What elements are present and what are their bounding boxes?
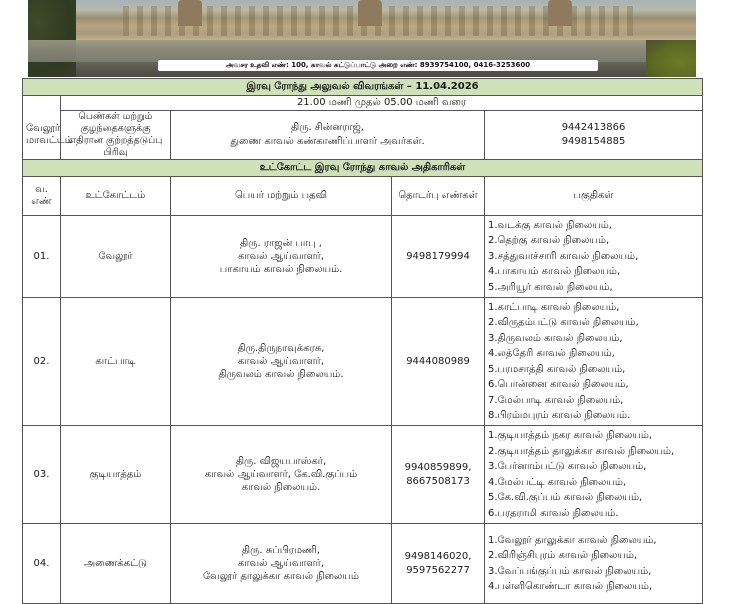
row-phone xyxy=(392,216,485,298)
patrol-table xyxy=(22,78,703,604)
tree-silhouette-left xyxy=(28,0,76,77)
officer-station: பாகாயம் காவல் நிலையம். xyxy=(219,264,343,275)
moat-water xyxy=(28,40,696,62)
officer-designation: காவல் ஆய்வாளர், xyxy=(237,251,325,262)
time-range: 21.00 மணி முதல் 05.00 மணி வரை xyxy=(61,96,703,111)
area-item: 3.பேர்னாம்பட்டு காவல் நிலையம், xyxy=(488,461,647,472)
table-row xyxy=(23,524,703,604)
table-row xyxy=(23,426,703,524)
area-item: 8.பிரம்மபுரம் காவல் நிலையம். xyxy=(488,410,631,421)
officer-station: திருவலம் காவல் நிலையம். xyxy=(218,369,344,380)
fort-banner-image xyxy=(28,0,696,77)
phone-number: 9444080989 xyxy=(406,355,470,367)
col-header-subdivision: உட்கோட்டம் xyxy=(61,177,171,216)
area-item: 5.பரமசாத்தி காவல் நிலையம், xyxy=(488,363,626,375)
area-item: 6.பொன்னை காவல் நிலையம், xyxy=(488,379,629,390)
tree-silhouette-right xyxy=(646,40,696,77)
area-item: 2.விருதம்பட்டு காவல் நிலையம், xyxy=(488,317,639,328)
fort-tower xyxy=(358,0,382,26)
district-cell-top xyxy=(23,96,61,111)
officer-designation: துணை காவல் கண்காணிப்பாளர் அவர்கள். xyxy=(230,136,425,147)
report-title: இரவு ரோந்து அலுவல் விவரங்கள் – 11.04.2026 xyxy=(23,79,703,96)
area-item: 1.வேலூர் தாலுக்கா காவல் நிலையம், xyxy=(488,534,657,546)
row-officer xyxy=(171,524,392,604)
col-header-contact: தொடர்பு எண்கள் xyxy=(392,177,485,216)
row-phone xyxy=(392,524,485,604)
officer-name: திரு. விஜயபாஸ்கர், xyxy=(235,456,327,467)
area-item: 7.மேல்பாடி காவல் நிலையம், xyxy=(488,394,624,406)
emergency-contact-strip: அவசர உதவி எண்: 100, காவல் கட்டுப்பாட்டு அறை எண்: 8939754100, 0416-3253600 xyxy=(158,60,598,71)
row-officer xyxy=(171,216,392,298)
officer-designation: காவல் ஆய்வாளர், கே.வி.குப்பம் xyxy=(204,469,358,480)
row-areas xyxy=(485,216,703,298)
row-serial: 03. xyxy=(23,426,61,524)
row-serial: 02. xyxy=(23,298,61,426)
row-officer xyxy=(171,426,392,524)
area-item: 4.லத்தேரி காவல் நிலையம், xyxy=(488,348,615,359)
row-serial: 04. xyxy=(23,524,61,604)
area-item: 4.பாகாயம் காவல் நிலையம், xyxy=(488,266,621,278)
row-subdivision: காட்பாடி xyxy=(61,298,171,426)
row-phone xyxy=(392,298,485,426)
row-subdivision: வேலூர் xyxy=(61,216,171,298)
officer-station: காவல் நிலையம். xyxy=(241,482,321,493)
officer-name: திரு. சின்னராஜ், xyxy=(291,122,364,133)
officer-details xyxy=(171,111,485,160)
officer-designation: காவல் ஆய்வாளர், xyxy=(237,356,325,367)
fort-tower xyxy=(178,0,202,26)
phone-number: 8667508173 xyxy=(406,475,470,487)
phone-number: 9597562277 xyxy=(406,564,470,576)
table-row xyxy=(23,298,703,426)
col-header-areas: பகுதிகள் xyxy=(485,177,703,216)
area-item: 3.வேப்பங்குப்பம் காவல் நிலையம், xyxy=(488,565,652,577)
phone-number: 9498179994 xyxy=(406,250,470,262)
officer-phones xyxy=(485,111,703,160)
row-areas xyxy=(485,426,703,524)
fort-tower xyxy=(548,0,572,26)
area-item: 1.வடக்கு காவல் நிலையம், xyxy=(488,219,612,231)
area-item: 2.விரிஞ்சிபுரம் காவல் நிலையம், xyxy=(488,550,638,561)
row-subdivision: குடியாத்தம் xyxy=(61,426,171,524)
officer-station: வேலூர் தாலுக்கா காவல் நிலையம் xyxy=(203,571,359,582)
area-item: 3.திருவலம் காவல் நிலையம், xyxy=(488,332,623,344)
col-header-serial: வ. எண் xyxy=(23,177,61,216)
area-item: 3.சத்துவாச்சாரி காவல் நிலையம், xyxy=(488,250,639,262)
officer-phone: 9442413866 xyxy=(561,122,626,133)
officer-phone: 9498154885 xyxy=(561,136,626,147)
area-item: 2.குடியாத்தம் தாலுக்கா காவல் நிலையம், xyxy=(488,445,675,457)
district-label: வேலூர் மாவட்டம் xyxy=(23,111,61,160)
row-areas xyxy=(485,524,703,604)
area-item: 2.தெற்கு காவல் நிலையம், xyxy=(488,235,610,247)
wing-name: பெண்கள் மற்றும் குழந்தைகளுக்கு எதிரான குற்றத்தடுப்பு பிரிவு xyxy=(61,111,171,160)
row-officer xyxy=(171,298,392,426)
table-row xyxy=(23,216,703,298)
phone-number: 9940859899, xyxy=(404,461,472,473)
row-serial: 01. xyxy=(23,216,61,298)
officer-name: திரு. ராஜன் பாபு , xyxy=(240,238,322,249)
area-item: 1.குடியாத்தம் நகர காவல் நிலையம், xyxy=(488,430,653,441)
col-header-name: பெயர் மற்றும் பதவி xyxy=(171,177,392,216)
area-item: 5.அரியூர் காவல் நிலையம், xyxy=(488,281,613,293)
area-item: 6.பரதராமி காவல் நிலையம். xyxy=(488,507,619,519)
officer-name: திரு. சுப்பிரமணி, xyxy=(241,545,321,556)
section-title: உட்கோட்ட இரவு ரோந்து காவல் அதிகாரிகள் xyxy=(23,160,703,177)
area-item: 4.மேல்பட்டி காவல் நிலையம், xyxy=(488,476,627,488)
row-areas xyxy=(485,298,703,426)
officer-designation: காவல் ஆய்வாளர், xyxy=(237,558,325,569)
officer-name: திரு.திருநாவுக்கரசு, xyxy=(237,343,325,354)
area-item: 5.கே.வி.குப்பம் காவல் நிலையம், xyxy=(488,492,643,503)
area-item: 1.காட்பாடி காவல் நிலையம், xyxy=(488,301,620,313)
row-subdivision: அணைக்கட்டு xyxy=(61,524,171,604)
area-item: 4.பள்ளிகொண்டா காவல் நிலையம், xyxy=(488,581,653,592)
phone-number: 9498146020, xyxy=(404,550,472,562)
row-phone xyxy=(392,426,485,524)
